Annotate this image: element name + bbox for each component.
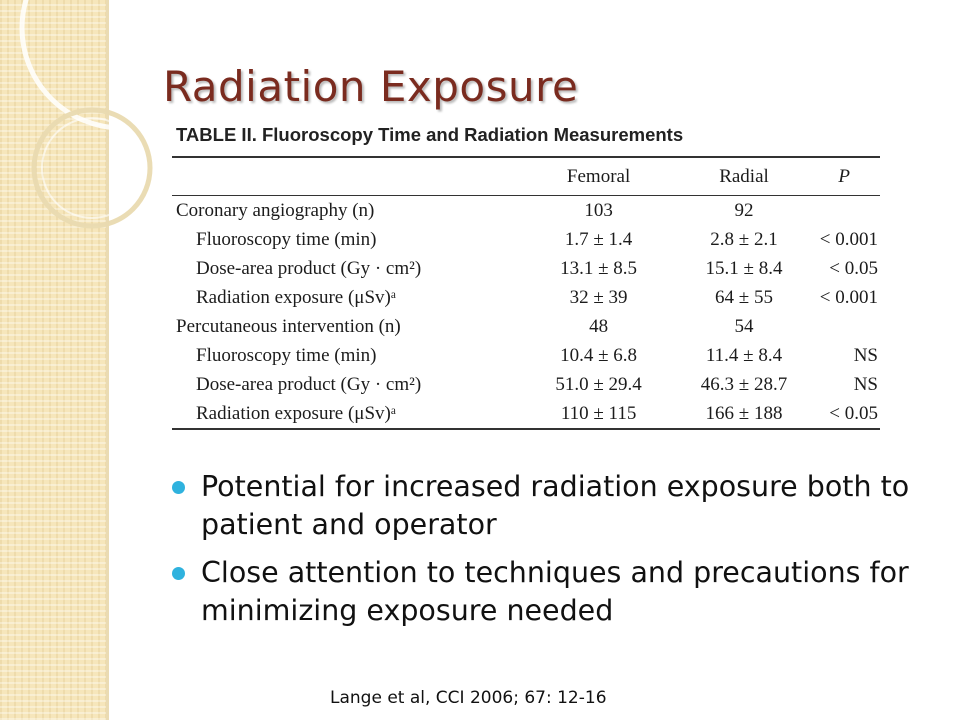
radial-value: 54 xyxy=(734,315,754,337)
row-label: Fluoroscopy time (min) xyxy=(196,228,377,250)
table-caption: TABLE II. Fluoroscopy Time and Radiation Measurements xyxy=(176,124,684,145)
p-value xyxy=(816,196,880,226)
column-header-femoral: Femoral xyxy=(525,157,672,196)
slide-title: Radiation Exposure xyxy=(163,62,579,111)
bullet-text: Potential for increased radiation exposure both to patient and operator xyxy=(201,470,910,541)
bullet-item xyxy=(172,468,932,544)
p-value: < 0.001 xyxy=(819,228,878,250)
p-value: < 0.05 xyxy=(816,399,880,429)
p-value: NS xyxy=(853,344,878,366)
radial-value: 92 xyxy=(734,199,754,221)
table-row xyxy=(172,254,880,283)
p-value: < 0.001 xyxy=(819,286,878,308)
row-label: Coronary angiography (n) xyxy=(176,199,375,221)
radial-value: 15.1 ± 8.4 xyxy=(705,257,783,279)
table-header-row xyxy=(172,157,880,196)
femoral-value: 51.0 ± 29.4 xyxy=(555,373,642,395)
citation: Lange et al, CCI 2006; 67: 12-16 xyxy=(330,688,607,708)
row-label: Radiation exposure (μSv)ᵃ xyxy=(196,286,397,308)
table-row xyxy=(172,196,880,226)
table-figure xyxy=(172,124,884,430)
radial-value: 46.3 ± 28.7 xyxy=(700,373,788,395)
column-header-label xyxy=(172,157,525,196)
row-label: Radiation exposure (μSv)ᵃ xyxy=(172,399,525,429)
row-label: Dose-area product (Gy · cm²) xyxy=(196,257,422,279)
femoral-value: 103 xyxy=(584,199,613,221)
femoral-value: 48 xyxy=(589,315,609,337)
bullet-item xyxy=(172,554,932,630)
femoral-value: 13.1 ± 8.5 xyxy=(560,257,638,279)
femoral-value: 110 ± 115 xyxy=(525,399,672,429)
p-value xyxy=(816,312,880,341)
table-row xyxy=(172,312,880,341)
column-header-radial: Radial xyxy=(672,157,816,196)
radial-value: 166 ± 188 xyxy=(672,399,816,429)
table-row xyxy=(172,399,880,429)
femoral-value: 32 ± 39 xyxy=(569,286,628,308)
femoral-value: 10.4 ± 6.8 xyxy=(560,344,638,366)
measurements-table xyxy=(172,156,880,430)
row-label: Percutaneous intervention (n) xyxy=(176,315,401,337)
column-header-p: P xyxy=(816,157,880,196)
table-row xyxy=(172,283,880,312)
table-row xyxy=(172,370,880,399)
bullet-list xyxy=(172,468,932,640)
p-value: < 0.05 xyxy=(829,257,878,279)
bullet-text: Close attention to techniques and precautions for minimizing exposure needed xyxy=(201,556,909,627)
row-label: Dose-area product (Gy · cm²) xyxy=(196,373,422,395)
table-row xyxy=(172,225,880,254)
decorative-circles xyxy=(0,0,160,260)
radial-value: 11.4 ± 8.4 xyxy=(705,344,783,366)
radial-value: 2.8 ± 2.1 xyxy=(710,228,778,250)
table-row xyxy=(172,341,880,370)
radial-value: 64 ± 55 xyxy=(715,286,773,308)
p-value: NS xyxy=(853,373,878,395)
bullet-dot-icon xyxy=(172,567,185,580)
row-label: Fluoroscopy time (min) xyxy=(196,344,377,366)
femoral-value: 1.7 ± 1.4 xyxy=(564,228,633,250)
bullet-dot-icon xyxy=(172,481,185,494)
